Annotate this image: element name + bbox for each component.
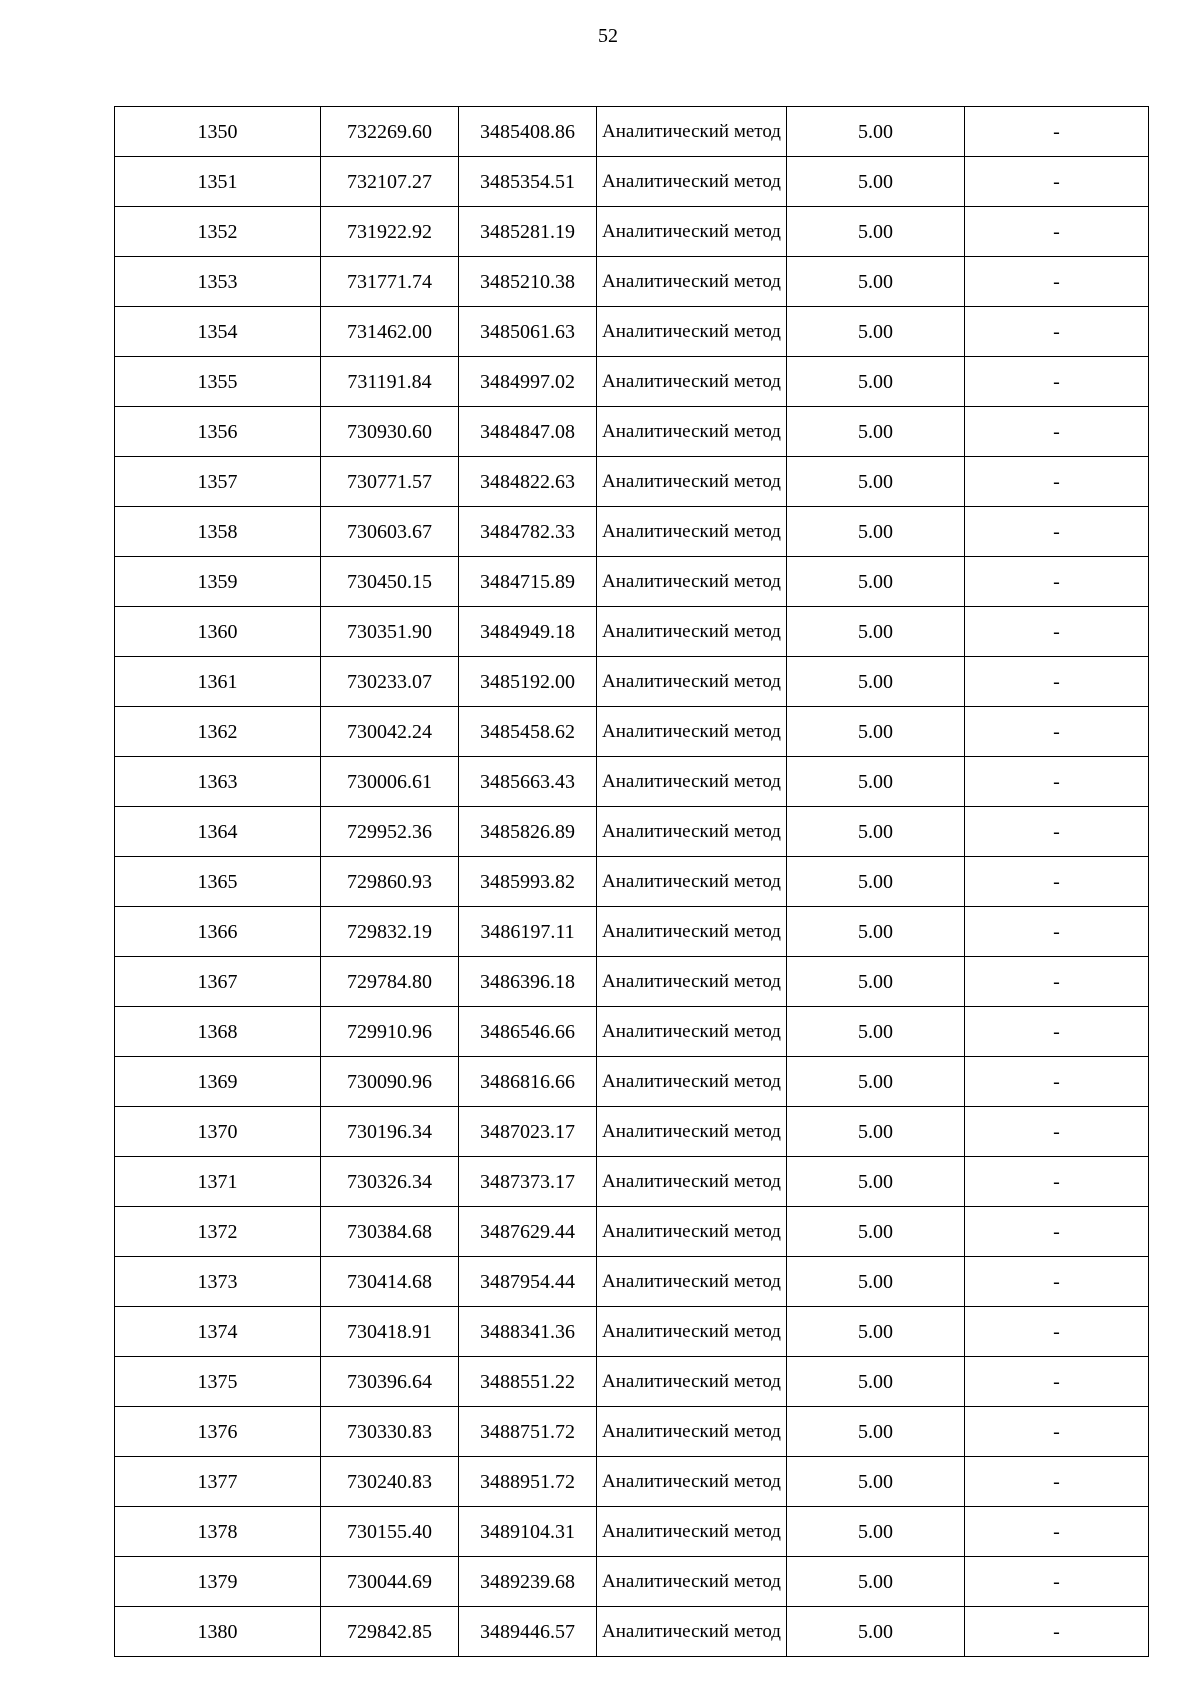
x-coordinate-cell: 730450.15 — [321, 557, 459, 607]
table-row — [115, 107, 1149, 157]
y-coordinate-cell: 3489446.57 — [459, 1607, 597, 1657]
page-number: 52 — [598, 25, 618, 47]
method-cell: Аналитический метод — [597, 157, 787, 207]
note-cell: - — [965, 957, 1149, 1007]
note-cell: - — [965, 1207, 1149, 1257]
y-coordinate-cell: 3485993.82 — [459, 857, 597, 907]
note-cell: - — [965, 407, 1149, 457]
accuracy-cell: 5.00 — [787, 557, 965, 607]
note-cell: - — [965, 1307, 1149, 1357]
x-coordinate-cell: 731462.00 — [321, 307, 459, 357]
coordinates-table-body — [115, 107, 1149, 1657]
point-number-cell: 1376 — [115, 1407, 321, 1457]
x-coordinate-cell: 730384.68 — [321, 1207, 459, 1257]
accuracy-cell: 5.00 — [787, 1407, 965, 1457]
table-row — [115, 757, 1149, 807]
method-cell: Аналитический метод — [597, 1157, 787, 1207]
note-cell: - — [965, 1257, 1149, 1307]
y-coordinate-cell: 3484822.63 — [459, 457, 597, 507]
y-coordinate-cell: 3487954.44 — [459, 1257, 597, 1307]
method-cell: Аналитический метод — [597, 1207, 787, 1257]
note-cell: - — [965, 757, 1149, 807]
accuracy-cell: 5.00 — [787, 1357, 965, 1407]
y-coordinate-cell: 3488551.22 — [459, 1357, 597, 1407]
table-row — [115, 307, 1149, 357]
coordinates-table — [114, 106, 1149, 1657]
method-cell: Аналитический метод — [597, 407, 787, 457]
accuracy-cell: 5.00 — [787, 507, 965, 557]
point-number-cell: 1358 — [115, 507, 321, 557]
table-row — [115, 657, 1149, 707]
y-coordinate-cell: 3486546.66 — [459, 1007, 597, 1057]
x-coordinate-cell: 730240.83 — [321, 1457, 459, 1507]
table-row — [115, 807, 1149, 857]
y-coordinate-cell: 3489239.68 — [459, 1557, 597, 1607]
y-coordinate-cell: 3485826.89 — [459, 807, 597, 857]
y-coordinate-cell: 3486396.18 — [459, 957, 597, 1007]
point-number-cell: 1361 — [115, 657, 321, 707]
method-cell: Аналитический метод — [597, 957, 787, 1007]
method-cell: Аналитический метод — [597, 507, 787, 557]
note-cell: - — [965, 607, 1149, 657]
note-cell: - — [965, 507, 1149, 557]
point-number-cell: 1365 — [115, 857, 321, 907]
note-cell: - — [965, 657, 1149, 707]
table-row — [115, 1107, 1149, 1157]
x-coordinate-cell: 730006.61 — [321, 757, 459, 807]
point-number-cell: 1359 — [115, 557, 321, 607]
note-cell: - — [965, 857, 1149, 907]
table-row — [115, 557, 1149, 607]
point-number-cell: 1378 — [115, 1507, 321, 1557]
note-cell: - — [965, 1007, 1149, 1057]
x-coordinate-cell: 730414.68 — [321, 1257, 459, 1307]
table-row — [115, 507, 1149, 557]
method-cell: Аналитический метод — [597, 1107, 787, 1157]
note-cell: - — [965, 807, 1149, 857]
accuracy-cell: 5.00 — [787, 707, 965, 757]
accuracy-cell: 5.00 — [787, 407, 965, 457]
accuracy-cell: 5.00 — [787, 1307, 965, 1357]
method-cell: Аналитический метод — [597, 757, 787, 807]
y-coordinate-cell: 3487629.44 — [459, 1207, 597, 1257]
note-cell: - — [965, 1607, 1149, 1657]
x-coordinate-cell: 730042.24 — [321, 707, 459, 757]
method-cell: Аналитический метод — [597, 1457, 787, 1507]
x-coordinate-cell: 731771.74 — [321, 257, 459, 307]
note-cell: - — [965, 457, 1149, 507]
y-coordinate-cell: 3485192.00 — [459, 657, 597, 707]
point-number-cell: 1368 — [115, 1007, 321, 1057]
y-coordinate-cell: 3488951.72 — [459, 1457, 597, 1507]
note-cell: - — [965, 157, 1149, 207]
accuracy-cell: 5.00 — [787, 157, 965, 207]
method-cell: Аналитический метод — [597, 107, 787, 157]
x-coordinate-cell: 730090.96 — [321, 1057, 459, 1107]
table-row — [115, 1607, 1149, 1657]
table-row — [115, 857, 1149, 907]
table-row — [115, 607, 1149, 657]
accuracy-cell: 5.00 — [787, 1257, 965, 1307]
accuracy-cell: 5.00 — [787, 657, 965, 707]
method-cell: Аналитический метод — [597, 257, 787, 307]
accuracy-cell: 5.00 — [787, 1557, 965, 1607]
y-coordinate-cell: 3487023.17 — [459, 1107, 597, 1157]
x-coordinate-cell: 732107.27 — [321, 157, 459, 207]
accuracy-cell: 5.00 — [787, 257, 965, 307]
method-cell: Аналитический метод — [597, 1257, 787, 1307]
note-cell: - — [965, 907, 1149, 957]
y-coordinate-cell: 3484997.02 — [459, 357, 597, 407]
point-number-cell: 1367 — [115, 957, 321, 1007]
point-number-cell: 1371 — [115, 1157, 321, 1207]
method-cell: Аналитический метод — [597, 207, 787, 257]
table-row — [115, 907, 1149, 957]
table-row — [115, 407, 1149, 457]
note-cell: - — [965, 1507, 1149, 1557]
method-cell: Аналитический метод — [597, 307, 787, 357]
x-coordinate-cell: 730351.90 — [321, 607, 459, 657]
note-cell: - — [965, 1407, 1149, 1457]
method-cell: Аналитический метод — [597, 857, 787, 907]
y-coordinate-cell: 3488341.36 — [459, 1307, 597, 1357]
point-number-cell: 1372 — [115, 1207, 321, 1257]
point-number-cell: 1356 — [115, 407, 321, 457]
accuracy-cell: 5.00 — [787, 1007, 965, 1057]
accuracy-cell: 5.00 — [787, 1507, 965, 1557]
method-cell: Аналитический метод — [597, 1307, 787, 1357]
note-cell: - — [965, 1107, 1149, 1157]
accuracy-cell: 5.00 — [787, 1157, 965, 1207]
x-coordinate-cell: 729842.85 — [321, 1607, 459, 1657]
y-coordinate-cell: 3489104.31 — [459, 1507, 597, 1557]
point-number-cell: 1360 — [115, 607, 321, 657]
accuracy-cell: 5.00 — [787, 457, 965, 507]
point-number-cell: 1366 — [115, 907, 321, 957]
note-cell: - — [965, 1557, 1149, 1607]
accuracy-cell: 5.00 — [787, 1107, 965, 1157]
method-cell: Аналитический метод — [597, 457, 787, 507]
accuracy-cell: 5.00 — [787, 207, 965, 257]
method-cell: Аналитический метод — [597, 657, 787, 707]
accuracy-cell: 5.00 — [787, 907, 965, 957]
note-cell: - — [965, 557, 1149, 607]
method-cell: Аналитический метод — [597, 557, 787, 607]
x-coordinate-cell: 730196.34 — [321, 1107, 459, 1157]
accuracy-cell: 5.00 — [787, 607, 965, 657]
accuracy-cell: 5.00 — [787, 807, 965, 857]
y-coordinate-cell: 3484782.33 — [459, 507, 597, 557]
table-row — [115, 1257, 1149, 1307]
point-number-cell: 1374 — [115, 1307, 321, 1357]
x-coordinate-cell: 730771.57 — [321, 457, 459, 507]
x-coordinate-cell: 729860.93 — [321, 857, 459, 907]
accuracy-cell: 5.00 — [787, 757, 965, 807]
table-row — [115, 357, 1149, 407]
point-number-cell: 1363 — [115, 757, 321, 807]
point-number-cell: 1370 — [115, 1107, 321, 1157]
note-cell: - — [965, 307, 1149, 357]
note-cell: - — [965, 707, 1149, 757]
table-row — [115, 207, 1149, 257]
x-coordinate-cell: 730418.91 — [321, 1307, 459, 1357]
y-coordinate-cell: 3484949.18 — [459, 607, 597, 657]
point-number-cell: 1355 — [115, 357, 321, 407]
y-coordinate-cell: 3486197.11 — [459, 907, 597, 957]
y-coordinate-cell: 3485458.62 — [459, 707, 597, 757]
method-cell: Аналитический метод — [597, 607, 787, 657]
y-coordinate-cell: 3484847.08 — [459, 407, 597, 457]
x-coordinate-cell: 730930.60 — [321, 407, 459, 457]
method-cell: Аналитический метод — [597, 1607, 787, 1657]
table-row — [115, 1557, 1149, 1607]
x-coordinate-cell: 731922.92 — [321, 207, 459, 257]
table-row — [115, 707, 1149, 757]
table-row — [115, 1157, 1149, 1207]
table-row — [115, 1507, 1149, 1557]
method-cell: Аналитический метод — [597, 357, 787, 407]
table-row — [115, 1057, 1149, 1107]
point-number-cell: 1377 — [115, 1457, 321, 1507]
accuracy-cell: 5.00 — [787, 1207, 965, 1257]
method-cell: Аналитический метод — [597, 1557, 787, 1607]
table-row — [115, 257, 1149, 307]
note-cell: - — [965, 1157, 1149, 1207]
y-coordinate-cell: 3486816.66 — [459, 1057, 597, 1107]
table-row — [115, 457, 1149, 507]
x-coordinate-cell: 729952.36 — [321, 807, 459, 857]
note-cell: - — [965, 357, 1149, 407]
method-cell: Аналитический метод — [597, 1507, 787, 1557]
x-coordinate-cell: 730044.69 — [321, 1557, 459, 1607]
table-row — [115, 1007, 1149, 1057]
x-coordinate-cell: 730233.07 — [321, 657, 459, 707]
note-cell: - — [965, 1457, 1149, 1507]
x-coordinate-cell: 730603.67 — [321, 507, 459, 557]
y-coordinate-cell: 3487373.17 — [459, 1157, 597, 1207]
x-coordinate-cell: 730396.64 — [321, 1357, 459, 1407]
y-coordinate-cell: 3485663.43 — [459, 757, 597, 807]
accuracy-cell: 5.00 — [787, 1057, 965, 1107]
method-cell: Аналитический метод — [597, 807, 787, 857]
table-row — [115, 957, 1149, 1007]
point-number-cell: 1357 — [115, 457, 321, 507]
y-coordinate-cell: 3485281.19 — [459, 207, 597, 257]
method-cell: Аналитический метод — [597, 1057, 787, 1107]
method-cell: Аналитический метод — [597, 707, 787, 757]
note-cell: - — [965, 1057, 1149, 1107]
point-number-cell: 1375 — [115, 1357, 321, 1407]
y-coordinate-cell: 3484715.89 — [459, 557, 597, 607]
point-number-cell: 1350 — [115, 107, 321, 157]
point-number-cell: 1379 — [115, 1557, 321, 1607]
method-cell: Аналитический метод — [597, 1407, 787, 1457]
accuracy-cell: 5.00 — [787, 107, 965, 157]
point-number-cell: 1369 — [115, 1057, 321, 1107]
point-number-cell: 1354 — [115, 307, 321, 357]
accuracy-cell: 5.00 — [787, 1607, 965, 1657]
point-number-cell: 1353 — [115, 257, 321, 307]
table-row — [115, 1307, 1149, 1357]
table-row — [115, 1457, 1149, 1507]
note-cell: - — [965, 1357, 1149, 1407]
method-cell: Аналитический метод — [597, 1007, 787, 1057]
note-cell: - — [965, 257, 1149, 307]
x-coordinate-cell: 730330.83 — [321, 1407, 459, 1457]
x-coordinate-cell: 729784.80 — [321, 957, 459, 1007]
x-coordinate-cell: 729910.96 — [321, 1007, 459, 1057]
accuracy-cell: 5.00 — [787, 857, 965, 907]
table-row — [115, 1407, 1149, 1457]
point-number-cell: 1362 — [115, 707, 321, 757]
x-coordinate-cell: 732269.60 — [321, 107, 459, 157]
accuracy-cell: 5.00 — [787, 1457, 965, 1507]
y-coordinate-cell: 3488751.72 — [459, 1407, 597, 1457]
table-row — [115, 1207, 1149, 1257]
point-number-cell: 1364 — [115, 807, 321, 857]
x-coordinate-cell: 730155.40 — [321, 1507, 459, 1557]
x-coordinate-cell: 730326.34 — [321, 1157, 459, 1207]
method-cell: Аналитический метод — [597, 1357, 787, 1407]
y-coordinate-cell: 3485210.38 — [459, 257, 597, 307]
y-coordinate-cell: 3485354.51 — [459, 157, 597, 207]
accuracy-cell: 5.00 — [787, 307, 965, 357]
point-number-cell: 1352 — [115, 207, 321, 257]
accuracy-cell: 5.00 — [787, 357, 965, 407]
note-cell: - — [965, 107, 1149, 157]
accuracy-cell: 5.00 — [787, 957, 965, 1007]
method-cell: Аналитический метод — [597, 907, 787, 957]
x-coordinate-cell: 731191.84 — [321, 357, 459, 407]
point-number-cell: 1380 — [115, 1607, 321, 1657]
note-cell: - — [965, 207, 1149, 257]
y-coordinate-cell: 3485061.63 — [459, 307, 597, 357]
table-row — [115, 157, 1149, 207]
point-number-cell: 1373 — [115, 1257, 321, 1307]
y-coordinate-cell: 3485408.86 — [459, 107, 597, 157]
x-coordinate-cell: 729832.19 — [321, 907, 459, 957]
table-row — [115, 1357, 1149, 1407]
point-number-cell: 1351 — [115, 157, 321, 207]
